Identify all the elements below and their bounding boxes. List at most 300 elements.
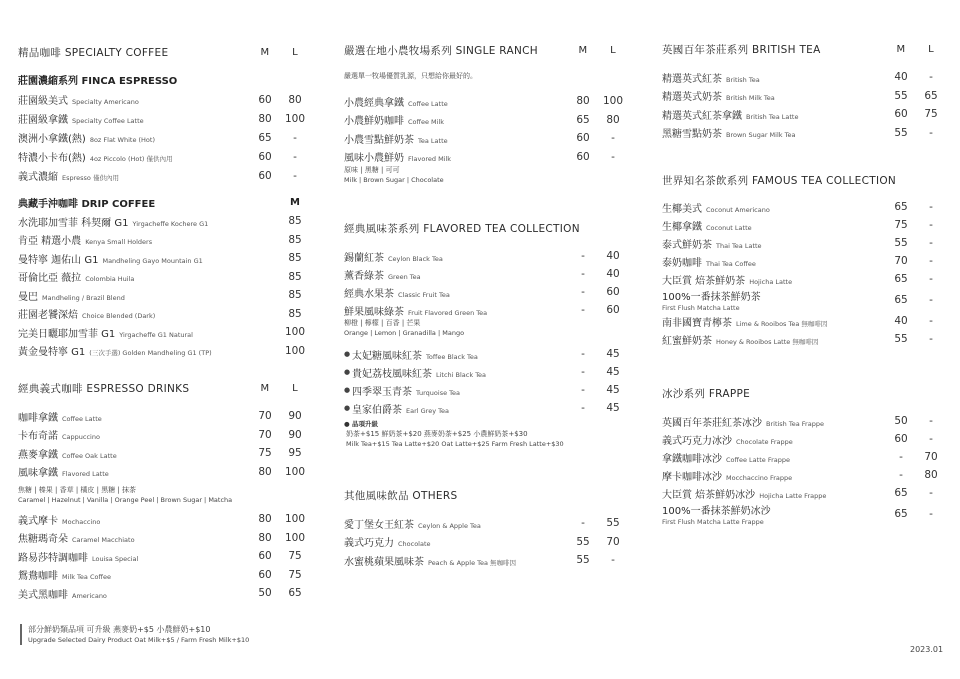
- menu-item: [662, 430, 946, 448]
- item-name: [18, 427, 250, 442]
- price-l: -: [929, 333, 933, 345]
- item-name-en: Classic Fruit Tea: [398, 290, 450, 299]
- item-name-en: Coffee Latte Frappe: [726, 455, 790, 464]
- price-m: 60: [258, 93, 272, 106]
- item-name-en: Ceylon & Apple Tea: [418, 521, 481, 530]
- price-m: 80: [576, 95, 590, 108]
- price-l: 80: [924, 469, 938, 481]
- section-title: 經典義式咖啡 ESPRESSO DRINKS: [18, 382, 190, 395]
- menu-item: [18, 584, 310, 603]
- price-l: -: [929, 508, 933, 520]
- price-m: 55: [894, 333, 908, 345]
- milk-flavor-options: [344, 165, 628, 185]
- bullet-icon: ●: [344, 386, 351, 394]
- item-name-zh: 肯亞 精選小農: [18, 236, 82, 248]
- price-l: -: [929, 71, 933, 84]
- item-name: [662, 272, 886, 287]
- item-name: [18, 586, 250, 601]
- item-name-zh: 哥倫比亞 薇拉: [18, 273, 82, 285]
- menu-item: [18, 166, 310, 185]
- item-name-en: Louisa Special: [92, 554, 139, 563]
- menu-item: [18, 407, 310, 426]
- price-l: 60: [606, 286, 620, 298]
- fruit-flavor-options-en: Orange | Lemon | Granadilla | Mango: [344, 329, 465, 337]
- price-l: 95: [288, 447, 302, 460]
- menu-item: [662, 288, 946, 312]
- section-others: [344, 488, 628, 502]
- item-name-zh: 錫蘭紅茶: [344, 252, 384, 264]
- section-drip-coffee: [18, 195, 310, 209]
- milk-flavor-options-en: Milk | Brown Sugar | Chocolate: [344, 176, 444, 184]
- drip-list: [18, 212, 310, 360]
- price-m: 85: [288, 233, 302, 246]
- price-l: 80: [606, 113, 620, 126]
- menu-item: [662, 502, 946, 526]
- item-name: [662, 254, 886, 269]
- price-l: -: [929, 219, 933, 231]
- item-name-en: Honey & Rooibos Latte 無咖啡因: [716, 337, 819, 346]
- item-name-zh: 完美日曬耶加雪菲 G1: [18, 328, 116, 340]
- price-l: -: [929, 126, 933, 139]
- price-l: -: [929, 273, 933, 285]
- item-name: [18, 168, 250, 183]
- item-name: [18, 214, 280, 229]
- item-name: [344, 94, 568, 109]
- item-name-en: Kenya Small Holders: [85, 238, 153, 247]
- item-name: [344, 149, 568, 164]
- item-name: [662, 125, 886, 140]
- item-name-en: Coffee Milk: [408, 118, 445, 127]
- price-l: -: [929, 487, 933, 499]
- price-l: 40: [606, 250, 620, 262]
- menu-item: [344, 533, 628, 552]
- price-m: -: [581, 402, 585, 414]
- item-name-en: Coconut Latte: [706, 223, 752, 232]
- menu-item: [18, 426, 310, 445]
- section-frappe: [662, 386, 946, 400]
- item-name-en: Ceylon Black Tea: [388, 254, 443, 263]
- item-name: [18, 92, 250, 107]
- bullet-icon: ●: [344, 368, 351, 376]
- menu-item: [344, 345, 628, 363]
- size-m-header: M: [290, 196, 300, 208]
- menu-item: [662, 198, 946, 216]
- price-m: 55: [894, 89, 908, 102]
- price-l: 90: [288, 428, 302, 441]
- section-title: 英國百年茶莊系列 BRITISH TEA: [662, 43, 821, 56]
- item-name: [662, 502, 886, 526]
- size-m-header: M: [896, 43, 906, 55]
- item-name-zh: 太妃糖風味紅茶: [352, 350, 422, 362]
- menu-item: [18, 128, 310, 147]
- item-name-zh: 100%一番抹茶鮮奶茶: [662, 292, 761, 303]
- menu-item: [18, 566, 310, 585]
- size-m-header: M: [260, 46, 270, 58]
- size-l-header: L: [610, 44, 616, 56]
- price-m: 85: [288, 289, 302, 302]
- price-l: 75: [288, 550, 302, 563]
- menu-item: [344, 283, 628, 301]
- item-name-zh: 泰奶咖啡: [662, 257, 702, 269]
- item-name-zh: 摩卡咖啡冰沙: [662, 471, 722, 483]
- item-name-en: Espresso 僅供內用: [62, 174, 119, 182]
- item-name: [18, 306, 280, 321]
- price-m: 65: [894, 201, 908, 213]
- price-m: 60: [894, 433, 908, 445]
- item-name-zh: 小農鮮奶咖啡: [344, 116, 404, 128]
- price-m: 50: [258, 587, 272, 600]
- item-name-en: Cappuccino: [62, 433, 100, 442]
- price-l: -: [611, 554, 615, 567]
- item-name: [344, 285, 568, 300]
- price-l: -: [929, 315, 933, 327]
- menu-item: [344, 92, 628, 111]
- item-name: [18, 567, 250, 582]
- item-name: [18, 130, 250, 145]
- section-title: 世界知名茶飲系列 FAMOUS TEA COLLECTION: [662, 174, 897, 187]
- flavor-options-zh: 焦糖 | 榛果 | 香草 | 橘皮 | 黑糖 | 抹茶: [18, 486, 137, 494]
- price-l: -: [929, 415, 933, 427]
- price-l: -: [929, 201, 933, 213]
- item-name-en: Tea Latte: [418, 136, 448, 145]
- item-name-en: First Flush Matcha Latte: [662, 304, 740, 312]
- item-name-en: Coffee Latte: [408, 99, 448, 108]
- menu-item: [344, 514, 628, 533]
- item-name-en: Mocchaccino Frappe: [726, 473, 793, 482]
- menu-item: [662, 312, 946, 330]
- item-name-en: Toffee Black Tea: [426, 352, 478, 361]
- flavored-tea-list: [344, 247, 628, 319]
- price-m: 70: [258, 410, 272, 423]
- item-name-zh: 義式巧克力: [344, 538, 394, 550]
- flavor-options-en: Caramel | Hazelnut | Vanilla | Orange Peel | Brown Sugar | Matcha: [18, 496, 233, 504]
- price-m: -: [581, 268, 585, 280]
- item-name-zh: 100%一番抹茶鮮奶冰沙: [662, 506, 771, 517]
- item-name: [662, 288, 886, 312]
- size-m-header: M: [260, 382, 270, 394]
- price-m: 55: [894, 126, 908, 139]
- item-name-en: Coffee Latte: [62, 414, 102, 423]
- item-name-zh: 焦糖瑪奇朵: [18, 534, 68, 546]
- item-name-zh: 精選英式紅茶拿鐵: [662, 110, 742, 122]
- upgrade-zh: 奶茶+$15 鮮奶茶+$20 燕麥奶茶+$25 小農鮮奶茶+$30: [346, 430, 528, 438]
- section-title: 其他風味飲品 OTHERS: [344, 489, 458, 502]
- item-name: [18, 149, 250, 164]
- menu-item: [662, 87, 946, 106]
- item-name: [662, 218, 886, 233]
- item-name-zh: 皇家伯爵茶: [352, 404, 402, 416]
- item-name-en: Americano: [72, 591, 107, 600]
- price-m: 65: [894, 273, 908, 285]
- item-name-en: (三次手選) Golden Mandheling G1 (TP): [89, 349, 212, 358]
- price-l: 65: [288, 587, 302, 600]
- item-name-en: 4oz Piccolo (Hot) 僅供內用: [89, 155, 173, 163]
- section-british-tea: [662, 42, 946, 56]
- menu-item: [18, 305, 310, 324]
- price-m: 85: [288, 215, 302, 228]
- item-name: [662, 200, 886, 215]
- menu-item: [18, 529, 310, 548]
- item-name: [352, 347, 568, 362]
- price-l: -: [611, 150, 615, 163]
- item-name-zh: 曼特寧 迦佑山 G1: [18, 254, 99, 266]
- menu-item: [344, 148, 628, 167]
- price-m: -: [581, 366, 585, 378]
- price-m: -: [581, 517, 585, 530]
- price-l: 55: [606, 517, 620, 530]
- item-name: [662, 314, 886, 329]
- price-m: 65: [258, 131, 272, 144]
- menu-item: [662, 105, 946, 124]
- item-name-zh: 黑糖雪點奶茶: [662, 129, 722, 141]
- menu-item: [18, 147, 310, 166]
- bullet-icon: ●: [344, 404, 351, 412]
- item-name: [18, 288, 280, 303]
- item-name-en: Thai Tea Latte: [716, 241, 762, 250]
- item-name: [18, 409, 250, 424]
- price-m: 60: [894, 108, 908, 121]
- section-title: 嚴選在地小農牧場系列 SINGLE RANCH: [344, 44, 538, 57]
- item-name-zh: 莊園老饕深焙: [18, 310, 78, 322]
- others-list: [344, 514, 628, 570]
- price-l: 70: [606, 535, 620, 548]
- item-name-zh: 水洗耶加雪菲 科契爾 G1: [18, 217, 129, 229]
- item-name-en: Specialty Americano: [72, 98, 139, 106]
- item-name-en: Colombia Huila: [85, 275, 135, 284]
- price-m: 60: [258, 550, 272, 563]
- price-l: 75: [924, 108, 938, 121]
- item-name-en: British Tea: [726, 75, 760, 84]
- item-name-en: Choice Blended (Dark): [82, 312, 156, 321]
- menu-item: [18, 249, 310, 268]
- item-name-zh: 大臣賞 焙茶鮮奶冰沙: [662, 489, 756, 501]
- dairy-upgrade-footnote: [20, 624, 249, 645]
- item-name-en: Milk Tea Coffee: [62, 573, 111, 582]
- item-name: [344, 516, 568, 531]
- menu-item: [344, 381, 628, 399]
- item-name-en: Mandheling Gayo Mountain G1: [102, 256, 203, 265]
- price-l: 90: [288, 410, 302, 423]
- item-name: [662, 468, 886, 483]
- menu-item: [18, 286, 310, 305]
- size-l-header: L: [292, 382, 298, 394]
- upgrade-options: [344, 419, 628, 449]
- price-l: 80: [288, 93, 302, 106]
- flavor-options: [18, 485, 310, 505]
- menu-item: [18, 109, 310, 128]
- item-name-zh: 四季翠玉青茶: [352, 386, 412, 398]
- item-name: [18, 549, 250, 564]
- menu-item: [344, 551, 628, 570]
- item-name-en: First Flush Matcha Latte Frappe: [662, 518, 764, 526]
- price-m: 60: [576, 132, 590, 145]
- item-name: [344, 112, 568, 127]
- menu-item: [344, 247, 628, 265]
- item-name: [18, 530, 250, 545]
- price-m: 85: [288, 307, 302, 320]
- milk-flavor-options-zh: 原味 | 黑糖 | 可可: [344, 166, 400, 174]
- item-name-zh: 精選英式紅茶: [662, 73, 722, 85]
- price-l: 75: [288, 568, 302, 581]
- item-name-zh: 生椰美式: [662, 203, 702, 215]
- item-name: [344, 303, 568, 318]
- item-name-zh: 鴛鴦咖啡: [18, 571, 58, 583]
- item-name: [18, 325, 280, 340]
- item-name: [18, 446, 250, 461]
- upgrade-title: [344, 419, 628, 429]
- espresso-list: [18, 407, 310, 481]
- section-specialty-coffee: [18, 45, 310, 59]
- item-name-en: Chocolate: [398, 540, 431, 549]
- item-name-en: Chocolate Frappe: [736, 437, 793, 446]
- item-name-zh: 莊園級拿鐵: [18, 115, 68, 126]
- footnote-zh: 部分鮮奶類品項 可升級 燕麥奶+$5 小農鮮奶+$10: [28, 625, 211, 634]
- menu-item: [662, 216, 946, 234]
- price-l: 100: [602, 95, 624, 108]
- menu-item: [344, 111, 628, 130]
- price-m: 80: [258, 465, 272, 478]
- item-name-en: Flavored Latte: [62, 470, 109, 479]
- price-l: -: [611, 132, 615, 145]
- price-l: -: [929, 433, 933, 445]
- menu-item: [662, 252, 946, 270]
- item-name-zh: 義式濃縮: [18, 172, 58, 183]
- item-name: [18, 512, 250, 527]
- item-name-en: Coconut Americano: [706, 205, 770, 214]
- item-name-zh: 英國百年茶莊紅茶冰沙: [662, 417, 762, 429]
- item-name-zh: 美式黑咖啡: [18, 589, 68, 601]
- price-m: 85: [288, 252, 302, 265]
- price-m: 60: [258, 150, 272, 163]
- item-name-zh: 貴妃荔枝風味紅茶: [352, 368, 432, 380]
- item-name-en: Litchi Black Tea: [436, 370, 487, 379]
- price-l: 100: [284, 531, 306, 544]
- item-name-zh: 特濃小卡布(熱): [18, 153, 86, 164]
- price-m: -: [581, 348, 585, 360]
- item-name-en: Mandheling / Brazil Blend: [42, 293, 125, 302]
- item-name-zh: 鮮果風味綠茶: [344, 306, 404, 318]
- item-name-zh: 曼巴: [18, 291, 38, 303]
- item-name: [344, 131, 568, 146]
- menu-item: [18, 444, 310, 463]
- price-m: 85: [288, 270, 302, 283]
- menu-item: [662, 330, 946, 348]
- item-name-en: Brown Sugar Milk Tea: [726, 131, 796, 140]
- item-name: [662, 88, 886, 103]
- price-l: 45: [606, 366, 620, 378]
- menu-item: [344, 301, 628, 319]
- item-name-en: Caramel Macchiato: [72, 536, 135, 545]
- item-name-zh: 風味小農鮮奶: [344, 153, 404, 165]
- item-name: [352, 365, 568, 380]
- menu-item: [18, 90, 310, 109]
- item-name-zh: 卡布奇諾: [18, 431, 58, 443]
- section-espresso-drinks: [18, 381, 310, 395]
- item-name-zh: 風味拿鐵: [18, 468, 58, 480]
- menu-item: [18, 323, 310, 342]
- price-m: 65: [894, 487, 908, 499]
- price-l: 40: [606, 268, 620, 280]
- item-name: [344, 553, 568, 568]
- menu-item: [344, 129, 628, 148]
- item-name-en: British Milk Tea: [726, 94, 775, 103]
- item-name-zh: 紅蜜鮮奶茶: [662, 335, 712, 347]
- item-name-en: Fruit Flavored Green Tea: [408, 308, 488, 317]
- item-name: [344, 249, 568, 264]
- item-name: [352, 383, 568, 398]
- price-l: 65: [924, 89, 938, 102]
- item-name: [18, 111, 250, 126]
- price-l: -: [929, 255, 933, 267]
- item-name: [662, 414, 886, 429]
- item-name-zh: 澳洲小拿鐵(熱): [18, 134, 86, 145]
- section-finca-espresso: 莊園濃縮系列 FINCA ESPRESSO: [18, 75, 178, 87]
- item-name: [352, 401, 568, 416]
- item-name: [344, 267, 568, 282]
- item-name-en: Thai Tea Coffee: [706, 259, 756, 268]
- section-subtitle: 嚴選單一牧場優質乳源，只想給你最好的。: [344, 72, 477, 80]
- price-m: 75: [894, 219, 908, 231]
- price-l: 100: [284, 465, 306, 478]
- price-m: -: [899, 469, 903, 481]
- section-famous-tea: [662, 173, 946, 187]
- item-name-en: Coffee Oak Latte: [62, 451, 117, 460]
- menu-item: [18, 342, 310, 361]
- famous-tea-list: [662, 198, 946, 348]
- item-name-en: Yirgacheffe G1 Natural: [119, 330, 193, 339]
- price-m: 55: [894, 237, 908, 249]
- item-name: [662, 486, 886, 501]
- price-m: 75: [258, 447, 272, 460]
- price-l: 70: [924, 451, 938, 463]
- item-name-zh: 路易莎特調咖啡: [18, 552, 88, 564]
- price-l: -: [293, 169, 297, 182]
- price-l: 45: [606, 402, 620, 414]
- section-title: 精品咖啡 SPECIALTY COFFEE: [18, 46, 169, 59]
- menu-item: [662, 234, 946, 252]
- item-name-zh: 經典水果茶: [344, 288, 394, 300]
- price-l: -: [293, 131, 297, 144]
- single-ranch-list: [344, 92, 628, 166]
- item-name-zh: 南非國寶青檸茶: [662, 317, 732, 329]
- price-m: 60: [258, 568, 272, 581]
- menu-date: 2023.01: [910, 645, 944, 654]
- menu-item: [18, 463, 310, 482]
- price-m: 80: [258, 513, 272, 526]
- menu-item: [18, 510, 310, 529]
- item-name: [18, 464, 250, 479]
- price-m: 70: [258, 428, 272, 441]
- item-name-zh: 咖啡拿鐵: [18, 412, 58, 424]
- price-m: 50: [894, 415, 908, 427]
- size-l-header: L: [928, 43, 934, 55]
- menu-item: [18, 231, 310, 250]
- item-name-en: Flavored Milk: [408, 155, 452, 164]
- item-name: [18, 343, 280, 358]
- british-tea-list: [662, 68, 946, 142]
- item-name-en: Mochaccino: [62, 517, 101, 526]
- item-name: [18, 251, 280, 266]
- item-name: [662, 332, 886, 347]
- price-l: 45: [606, 384, 620, 396]
- item-name: [662, 432, 886, 447]
- upgrade-en: Milk Tea+$15 Tea Latte+$20 Oat Latte+$25 Farm Fresh Latte+$30: [346, 440, 564, 448]
- espresso-list-2: [18, 510, 310, 603]
- fruit-flavor-options-zh: 柳橙 | 檸檬 | 百香 | 芒果: [344, 319, 421, 327]
- fruit-flavor-options: [344, 318, 628, 338]
- item-name-en: Yirgacheffe Kochere G1: [132, 219, 209, 228]
- finca-list: [18, 90, 310, 185]
